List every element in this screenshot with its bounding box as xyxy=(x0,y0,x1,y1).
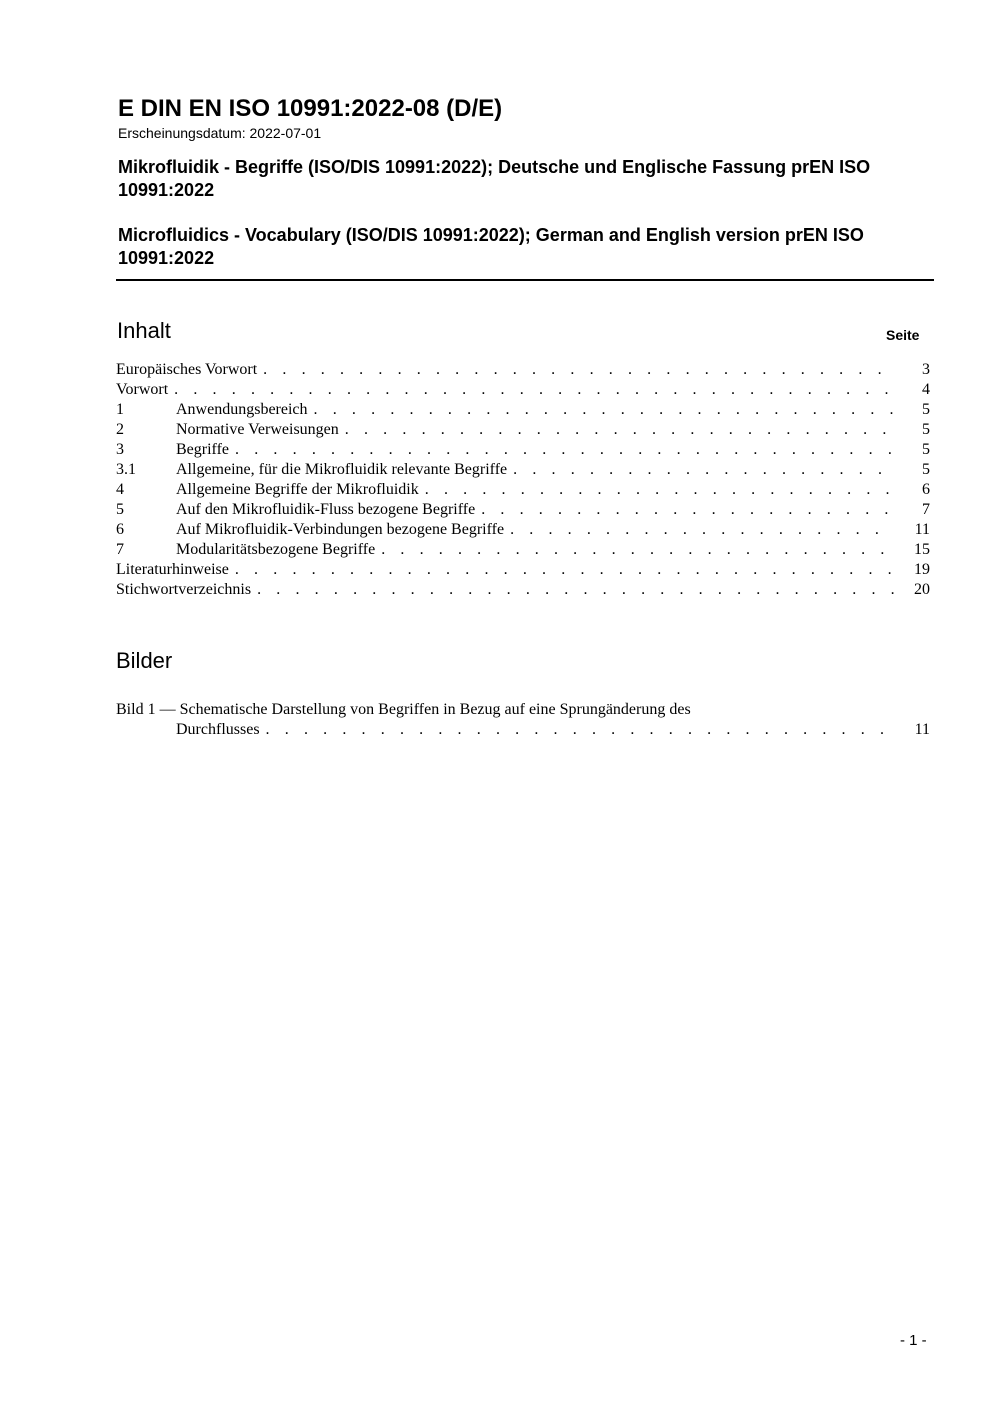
toc-entry-title: Auf Mikrofluidik-Verbindungen bezogene Begriffe xyxy=(176,521,505,538)
title-english: Microfluidics - Vocabulary (ISO/DIS 10991:2022); German and English version prEN ISO 10991:2022 xyxy=(118,225,864,268)
toc-leader-dots xyxy=(235,440,894,460)
toc-entry[interactable] xyxy=(116,520,930,540)
toc-entry[interactable] xyxy=(116,360,930,380)
toc-entry-page: 5 xyxy=(922,441,930,458)
toc-leader-dots xyxy=(481,500,894,520)
toc-entry-page: 5 xyxy=(922,421,930,438)
toc-entry-title: Modularitätsbezogene Begriffe xyxy=(176,541,376,558)
toc-leader-dots xyxy=(510,520,894,540)
toc-entry-title: Allgemeine Begriffe der Mikrofluidik xyxy=(176,481,419,498)
toc-entry[interactable] xyxy=(116,380,930,400)
toc-entry-title: Begriffe xyxy=(176,441,230,458)
toc-entry-number: 5 xyxy=(116,501,124,518)
toc-entry-page: 19 xyxy=(914,561,930,578)
toc-entry[interactable] xyxy=(116,580,930,600)
toc-entry-number: 1 xyxy=(116,401,124,418)
toc-leader-dots xyxy=(257,580,894,600)
toc-entry-number: 7 xyxy=(116,541,124,558)
toc-entry-title: Europäisches Vorwort xyxy=(116,361,258,378)
toc-leader-dots xyxy=(345,420,894,440)
publication-date: Erscheinungsdatum: 2022-07-01 xyxy=(118,125,322,141)
header-divider xyxy=(116,279,934,281)
toc-entry[interactable] xyxy=(116,560,930,580)
title-german: Mikrofluidik - Begriffe (ISO/DIS 10991:2022); Deutsche und Englische Fassung prEN ISO 10991:2022 xyxy=(118,157,871,200)
toc-entry-title: Stichwortverzeichnis xyxy=(116,581,252,598)
toc-entry[interactable] xyxy=(116,440,930,460)
toc-entry-number: 4 xyxy=(116,481,124,498)
toc-leader-dots xyxy=(174,380,894,400)
toc-heading: Inhalt xyxy=(117,318,171,343)
toc-entry[interactable] xyxy=(116,540,930,560)
toc-entry[interactable] xyxy=(116,460,930,480)
toc-entry[interactable] xyxy=(116,500,930,520)
toc-entry-title: Allgemeine, für die Mikrofluidik relevante Begriffe xyxy=(176,461,508,478)
toc-entry-number: 2 xyxy=(116,421,124,438)
toc-entry-title: Literaturhinweise xyxy=(116,561,229,578)
toc-entry-page: 11 xyxy=(914,521,930,538)
toc-leader-dots xyxy=(235,560,894,580)
toc-entry-page: 7 xyxy=(922,501,930,518)
toc-entry-page: 3 xyxy=(922,361,930,378)
toc-entry-page: 20 xyxy=(914,581,930,598)
toc-entry-number: 3.1 xyxy=(116,461,136,478)
toc-leader-dots xyxy=(266,720,894,740)
figure-entry[interactable] xyxy=(116,700,930,740)
toc-entry[interactable] xyxy=(116,480,930,500)
toc-entry-number: 6 xyxy=(116,521,124,538)
toc-entry-page: 5 xyxy=(922,461,930,478)
document-header xyxy=(118,94,934,270)
toc-entry-page: 6 xyxy=(922,481,930,498)
toc-entry-page: 15 xyxy=(914,541,930,558)
toc-entry-page: 5 xyxy=(922,401,930,418)
toc-entry-title: Vorwort xyxy=(116,381,169,398)
table-of-contents xyxy=(116,360,930,600)
toc-leader-dots xyxy=(513,460,894,480)
toc-leader-dots xyxy=(381,540,894,560)
document-id: E DIN EN ISO 10991:2022-08 (D/E) xyxy=(118,95,503,122)
figure-entry-page: 11 xyxy=(914,721,930,738)
toc-entry-title: Normative Verweisungen xyxy=(176,421,339,438)
toc-page-column-label: Seite xyxy=(886,327,920,343)
toc-entry-page: 4 xyxy=(922,381,930,398)
figure-list xyxy=(116,700,930,740)
toc-entry[interactable] xyxy=(116,420,930,440)
figure-entry-title: Bild 1 — Schematische Darstellung von Begriffen in Bezug auf eine Sprungänderung des xyxy=(116,701,691,718)
toc-leader-dots xyxy=(425,480,894,500)
figure-entry-title-continued: Durchflusses xyxy=(176,721,260,738)
toc-entry[interactable] xyxy=(116,400,930,420)
figures-heading: Bilder xyxy=(116,648,173,673)
toc-entry-title: Anwendungsbereich xyxy=(176,401,308,418)
page-number: - 1 - xyxy=(900,1332,927,1349)
toc-leader-dots xyxy=(314,400,894,420)
toc-leader-dots xyxy=(263,360,894,380)
toc-entry-title: Auf den Mikrofluidik-Fluss bezogene Begriffe xyxy=(176,501,476,518)
toc-entry-number: 3 xyxy=(116,441,124,458)
